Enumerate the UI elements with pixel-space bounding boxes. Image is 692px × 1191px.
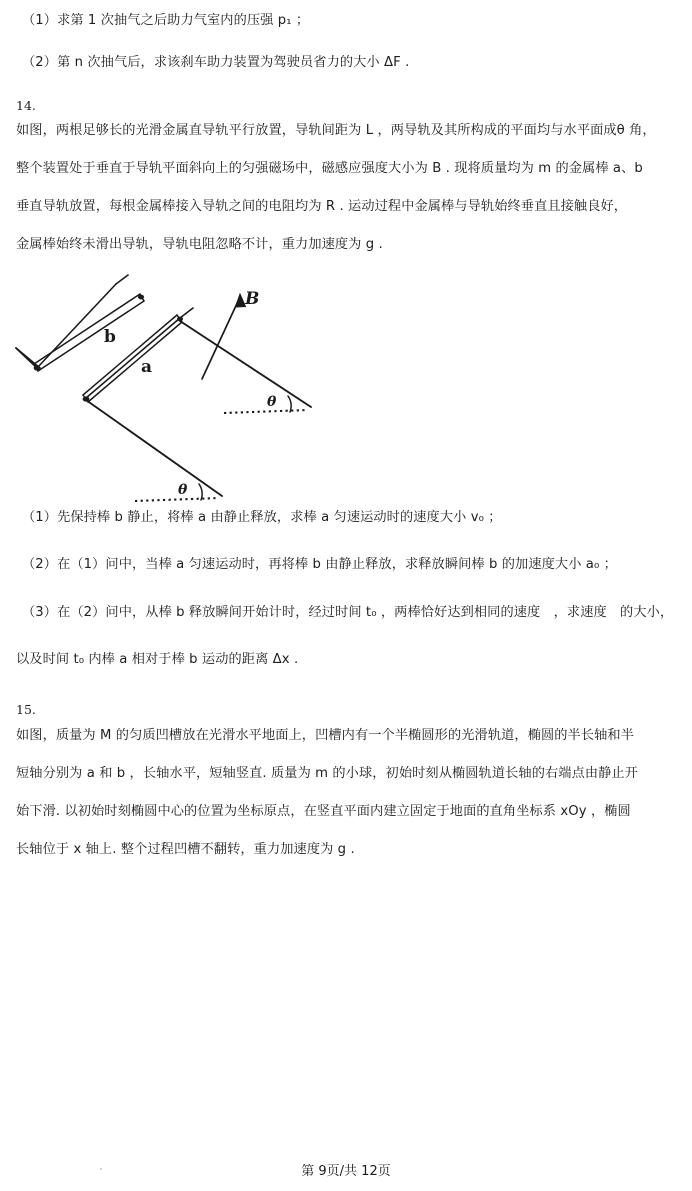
question-14-part-1: （1）先保持棒 b 静止，将棒 a 由静止释放，求棒 a 匀速运动时的速度大小 v₀ ； bbox=[22, 510, 502, 525]
question-15-number: 15. bbox=[16, 702, 36, 717]
bar-b bbox=[34, 294, 144, 371]
question-14-stem-line-2: 整个装置处于垂直于导轨平面斜向上的匀强磁场中，磁感应强度大小为 B . 现将质量均为 m 的金属棒 a、b bbox=[16, 161, 643, 176]
bar-a-label: a bbox=[141, 357, 153, 377]
inclined-rails-diagram bbox=[0, 272, 400, 502]
question-14-number: 14. bbox=[16, 98, 36, 113]
inclined-rails-figure bbox=[0, 272, 400, 502]
question-14-stem-line-1: 如图，两根足够长的光滑金属直导轨平行放置，导轨间距为 L ，两导轨及其所构成的平面均与水平面成θ 角， bbox=[16, 123, 656, 138]
angle-upper-arc bbox=[288, 396, 291, 412]
page-footer: 第 9页/共 12页 bbox=[301, 1164, 391, 1179]
question-14-part-2: （2）在（1）问中，当棒 a 匀速运动时，再将棒 b 由静止释放，求释放瞬间棒 b 的加速度大小 a₀ ； bbox=[22, 557, 617, 572]
question-14-stem-line-3: 垂直导轨放置，每根金属棒接入导轨之间的电阻均为 R . 运动过程中金属棒与导轨始终垂直且接触良好， bbox=[16, 199, 628, 214]
angle-lower-dotted-baseline bbox=[135, 498, 219, 501]
prev-question-part-1: （1）求第 1 次抽气之后助力气室内的压强 p₁ ； bbox=[22, 13, 310, 28]
question-15-stem-line-1: 如图，质量为 M 的匀质凹槽放在光滑水平地面上，凹槽内有一个半椭圆形的光滑轨道，椭圆的半长轴和半 bbox=[16, 728, 634, 743]
angle-lower-label: θ bbox=[178, 482, 188, 498]
magnetic-field-arrow bbox=[202, 297, 240, 379]
question-15-stem-line-4: 长轴位于 x 轴上. 整个过程凹槽不翻转，重力加速度为 g . bbox=[16, 842, 355, 857]
prev-question-part-2: （2）第 n 次抽气后，求该刹车助力装置为驾驶员省力的大小 ΔF . bbox=[22, 55, 410, 70]
rail-upper-incline bbox=[180, 321, 311, 407]
angle-upper-label: θ bbox=[267, 394, 277, 410]
rail-lower-incline bbox=[86, 400, 222, 496]
angle-lower-arc bbox=[199, 484, 202, 500]
question-15-stem-line-2: 短轴分别为 a 和 b ，长轴水平，短轴竖直. 质量为 m 的小球，初始时刻从椭圆轨道长轴的右端点由静止开 bbox=[16, 766, 639, 781]
question-14-stem-line-4: 金属棒始终未滑出导轨，导轨电阻忽略不计，重力加速度为 g . bbox=[16, 237, 383, 252]
question-14-part-3-line-2: 以及时间 t₀ 内棒 a 相对于棒 b 运动的距离 Δx . bbox=[16, 652, 299, 667]
magnetic-field-arrowhead bbox=[236, 294, 246, 307]
angle-upper-dotted-baseline bbox=[224, 410, 308, 413]
question-15-stem-line-3: 始下滑. 以初始时刻椭圆中心的位置为坐标原点，在竖直平面内建立固定于地面的直角坐标系 xOy ，椭圆 bbox=[16, 804, 631, 819]
rail-1-segment-left bbox=[37, 284, 116, 368]
bar-b-label: b bbox=[104, 327, 116, 347]
question-14-part-3-line-1: （3）在（2）问中，从棒 b 释放瞬间开始计时，经过时间 t₀ ，两棒恰好达到相同的速度 ，求速度 的大小， bbox=[22, 605, 674, 620]
rail-2-segment-top bbox=[180, 308, 193, 318]
rail-1-segment-top bbox=[116, 275, 128, 284]
magnetic-field-label: B bbox=[245, 289, 260, 309]
